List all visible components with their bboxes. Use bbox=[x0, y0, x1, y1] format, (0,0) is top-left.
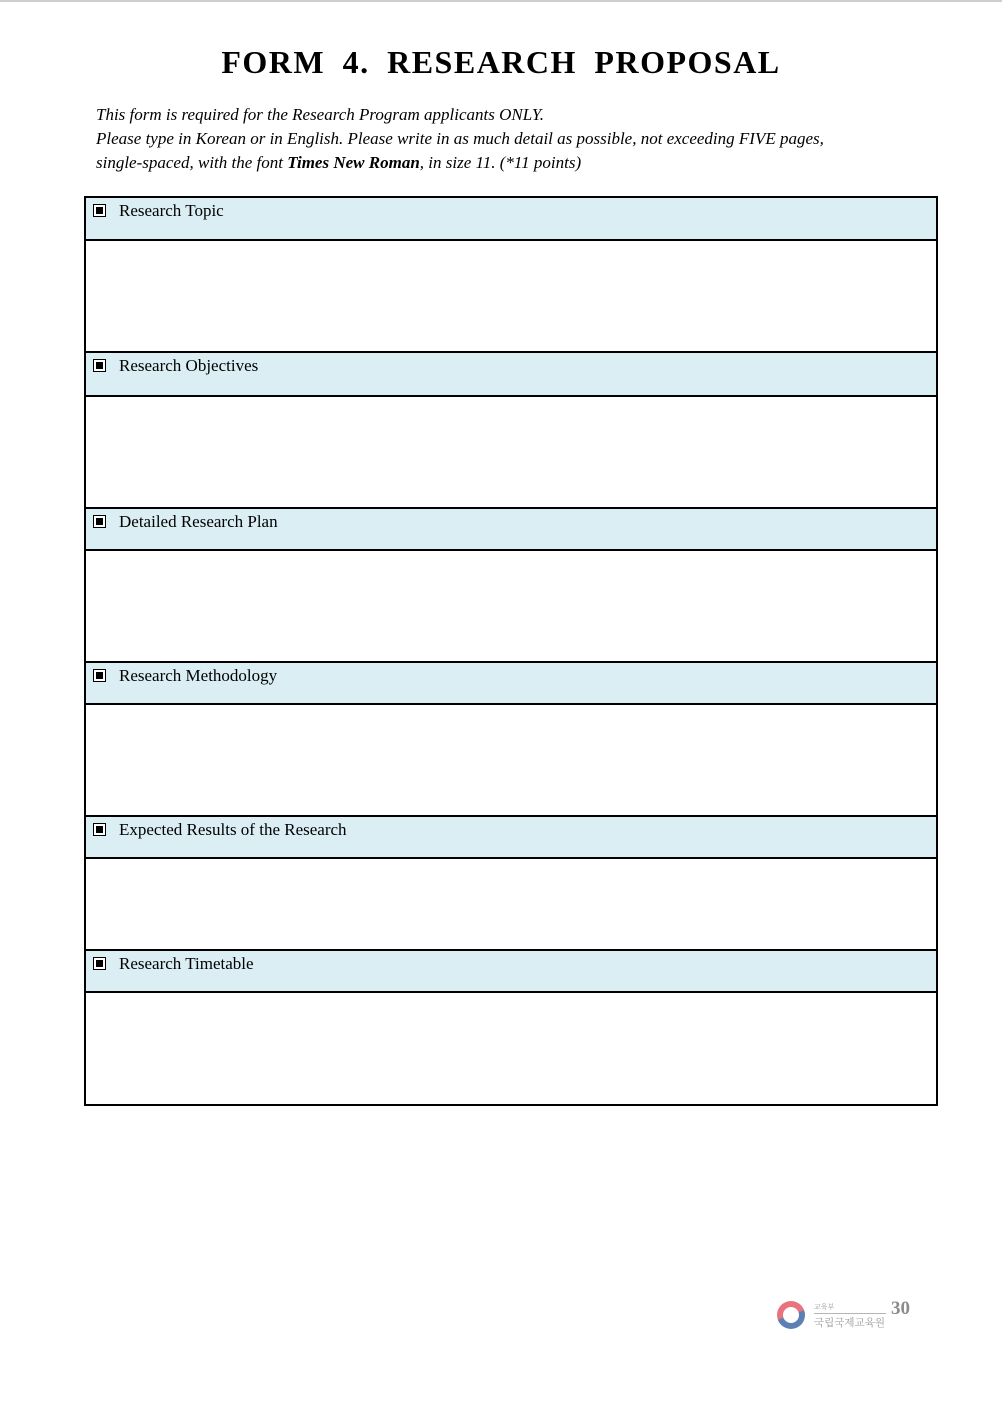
font-name-emphasis: Times New Roman bbox=[287, 153, 420, 172]
detailed-research-plan-field[interactable] bbox=[86, 551, 936, 663]
instruction-line-3-start: single-spaced, with the font bbox=[96, 153, 288, 172]
instruction-line-2: Please type in Korean or in English. Please write in as much detail as possible, not exceeding FIVE pages, bbox=[96, 129, 824, 148]
checkbox-icon bbox=[93, 204, 106, 217]
expected-results-field[interactable] bbox=[86, 859, 936, 951]
instruction-line-3 bbox=[96, 151, 916, 175]
section-label: Research Objectives bbox=[119, 356, 259, 375]
section-label: Detailed Research Plan bbox=[119, 512, 278, 531]
section-label: Expected Results of the Research bbox=[119, 820, 347, 839]
instruction-line-1: This form is required for the Research Program applicants ONLY. bbox=[96, 105, 544, 124]
section-label: Research Methodology bbox=[119, 666, 278, 685]
checkbox-icon bbox=[93, 515, 106, 528]
section-header-research-timetable bbox=[86, 951, 936, 993]
institution-logo bbox=[776, 1298, 888, 1334]
section-label: Research Topic bbox=[119, 201, 224, 220]
section-header-research-topic bbox=[86, 198, 936, 241]
proposal-form-table bbox=[84, 196, 938, 1106]
page-top-rule bbox=[0, 0, 1002, 2]
research-topic-field[interactable] bbox=[86, 241, 936, 353]
logo-ministry-text: 교육부 bbox=[814, 1303, 835, 1311]
taegeuk-logo-icon bbox=[777, 1301, 805, 1329]
logo-institute-text: 국립국제교육원 bbox=[814, 1317, 886, 1329]
section-header-research-objectives bbox=[86, 353, 936, 397]
page-number: 30 bbox=[891, 1298, 910, 1319]
checkbox-icon bbox=[93, 957, 106, 970]
section-label: Research Timetable bbox=[119, 954, 254, 973]
checkbox-icon bbox=[93, 669, 106, 682]
section-header-detailed-research-plan bbox=[86, 509, 936, 551]
instructions bbox=[96, 103, 916, 175]
section-header-research-methodology bbox=[86, 663, 936, 705]
instruction-line-3-end: , in size 11. (*11 points) bbox=[419, 153, 582, 172]
checkbox-icon bbox=[93, 823, 106, 836]
page-title: FORM 4. RESEARCH PROPOSAL bbox=[221, 44, 781, 80]
checkbox-icon bbox=[93, 359, 106, 372]
section-header-expected-results bbox=[86, 817, 936, 859]
research-timetable-field[interactable] bbox=[86, 993, 936, 1104]
research-methodology-field[interactable] bbox=[86, 705, 936, 817]
logo-divider bbox=[814, 1313, 886, 1314]
research-objectives-field[interactable] bbox=[86, 397, 936, 509]
